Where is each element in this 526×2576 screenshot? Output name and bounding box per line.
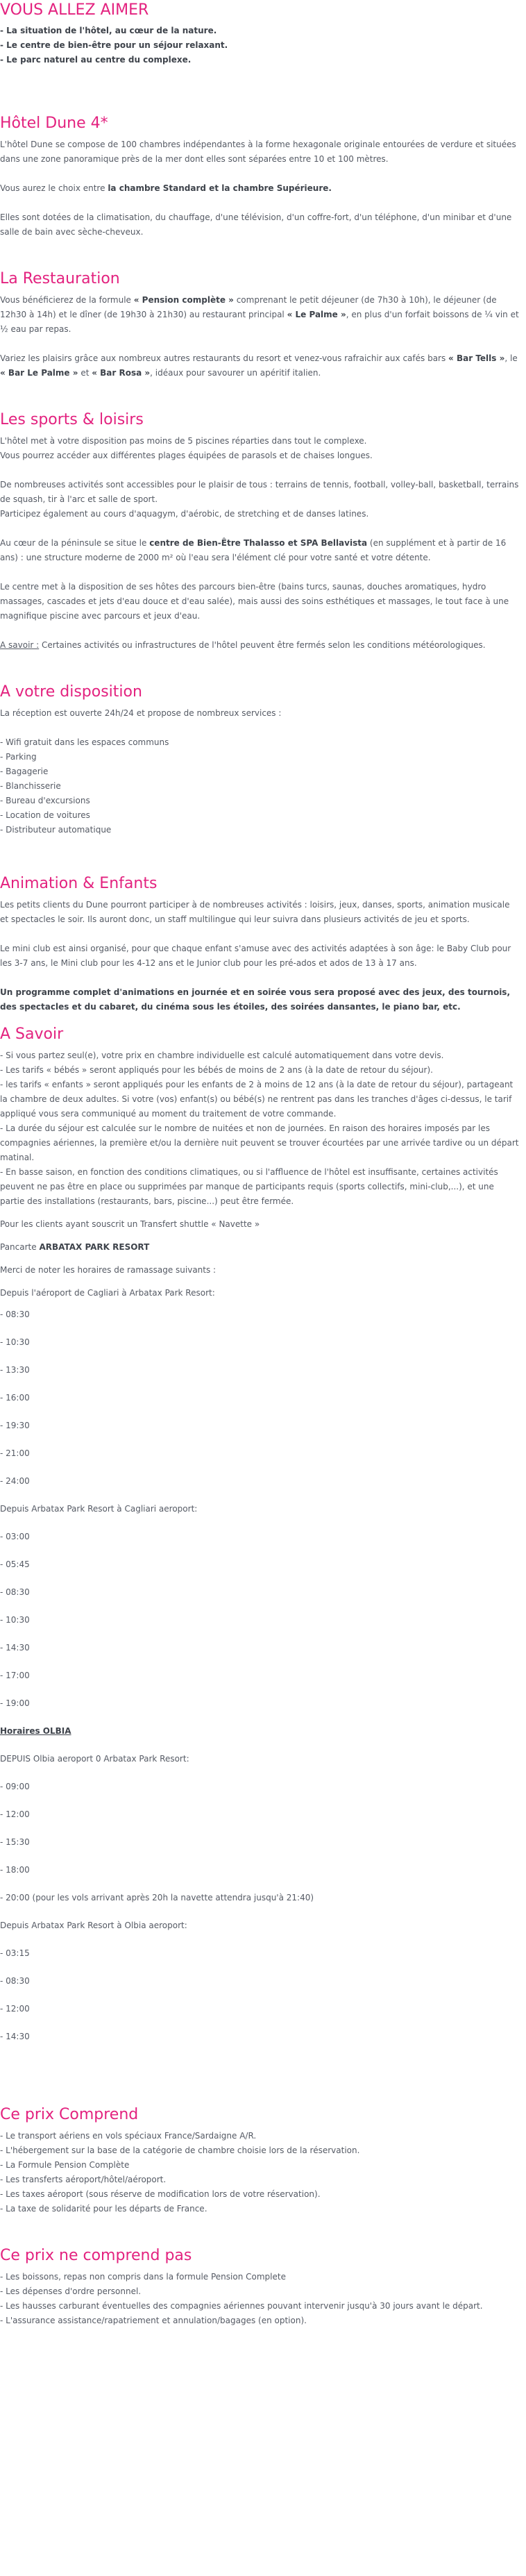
section-restauration <box>0 269 526 380</box>
paragraph: A savoir : Certaines activités ou infrastructures de l'hôtel peuvent être fermés selon les conditions météorologiques. <box>0 640 486 650</box>
paragraph: Elles sont dotées de la climatisation, du chauffage, d'une télévision, d'un coffre-fort, d'un téléphone, d'un minibar et d'une salle de bain avec sèche-cheveux. <box>0 212 512 237</box>
list-item: - Bureau d'excursions <box>0 796 90 805</box>
list-item: - 09:00 <box>0 1782 30 1791</box>
schedule-label: DEPUIS Olbia aeroport 0 Arbatax Park Resort: <box>0 1754 189 1764</box>
paragraph: L'hôtel Dune se compose de 100 chambres indépendantes à la forme hexagonale originale entourées de verdure et situées dans une zone panoramique près de la mer dont elles sont séparées entre 10 et 100 mètres. <box>0 140 516 164</box>
list-item: - 12:00 <box>0 2004 30 2014</box>
list-item: - 18:00 <box>0 1865 30 1875</box>
paragraph: Le mini club est ainsi organisé, pour que chaque enfant s'amuse avec des activités adaptées à son âge: le Baby Club pour les 3-7 ans, le Mini club pour les 4-12 ans et le Junior club pour les pré-ados et ados de 13 à 17 ans. <box>0 944 511 968</box>
schedule-list <box>0 1300 520 1495</box>
list-item: - 15:30 <box>0 1837 30 1847</box>
section-title: Ce prix ne comprend pas <box>0 2247 192 2264</box>
section-animation-enfants <box>0 873 526 1014</box>
list-item: - 03:00 <box>0 1532 30 1541</box>
section-title: Animation & Enfants <box>0 875 158 892</box>
list-item: - La situation de l'hôtel, au cœur de la nature. <box>0 26 217 35</box>
section-title: La Restauration <box>0 270 120 287</box>
list-item: - 19:00 <box>0 1698 30 1708</box>
paragraph: Variez les plaisirs grâce aux nombreux autres restaurants du resort et venez-vous rafraichir aux cafés bars « Bar Tells », le « Bar Le Palme » et « Bar Rosa », idéaux pour savourer un apéritif italien. <box>0 353 518 378</box>
list-item: - 21:00 <box>0 1448 30 1458</box>
list-item: - 08:30 <box>0 1587 30 1597</box>
paragraph: Pour les clients ayant souscrit un Transfert shuttle « Navette » <box>0 1219 260 1229</box>
section-a-savoir <box>0 1024 526 2050</box>
paragraph: L'hôtel met à votre disposition pas moins de 5 piscines réparties dans tout le complexe. <box>0 436 367 446</box>
section-title: Ce prix Comprend <box>0 2106 139 2123</box>
list-item: - Le transport aériens en vols spéciaux France/Sardaigne A/R. <box>0 2131 257 2141</box>
paragraph: - En basse saison, en fonction des conditions climatiques, ou si l'affluence de l'hôtel est insuffisante, certaines activités peuvent ne pas être en place ou supprimées par manque de participants requis (sports collectifs, mini-club,...), et une partie des installations (restaurants, bars, piscine...) peut être fermée. <box>0 1167 498 1206</box>
list-item: - Les boissons, repas non compris dans la formule Pension Complete <box>0 2272 286 2282</box>
list-item: - 05:45 <box>0 1559 30 1569</box>
list-item: - Le parc naturel au centre du complexe. <box>0 55 192 65</box>
list-item: - La taxe de solidarité pour les départs de France. <box>0 2204 207 2214</box>
section-disposition <box>0 682 526 837</box>
paragraph: La réception est ouverte 24h/24 et propose de nombreux services : <box>0 708 282 718</box>
section-title: A Savoir <box>0 1026 64 1043</box>
schedule-list <box>0 1773 520 1912</box>
list-item: - Wifi gratuit dans les espaces communs <box>0 737 169 747</box>
list-item: - 14:30 <box>0 2032 30 2041</box>
list-item: - La Formule Pension Complète <box>0 2160 130 2170</box>
list-item: - Les hausses carburant éventuelles des compagnies aériennes pouvant intervenir jusqu'à 30 jours avant le départ. <box>0 2301 483 2311</box>
list-item: - 14:30 <box>0 1643 30 1653</box>
list-item: - 24:00 <box>0 1476 30 1486</box>
schedule-label: Depuis Arbatax Park Resort à Cagliari aeroport: <box>0 1504 198 1514</box>
schedule-heading: Horaires OLBIA <box>0 1726 71 1736</box>
section-title: Les sports & loisirs <box>0 411 144 428</box>
list-item: - 10:30 <box>0 1615 30 1625</box>
schedule-label: Depuis l'aéroport de Cagliari à Arbatax Park Resort: <box>0 1288 215 1298</box>
list-item: - 03:15 <box>0 1948 30 1958</box>
paragraph: Participez également au cours d'aquagym, d'aérobic, de stretching et de danses latines. <box>0 509 369 519</box>
list-item: - Parking <box>0 752 37 762</box>
list-item: - L'assurance assistance/rapatriement et annulation/bagages (en option). <box>0 2316 307 2325</box>
section-title: A votre disposition <box>0 683 142 701</box>
list-item: - Le centre de bien-être pour un séjour relaxant. <box>0 40 228 50</box>
list-item: - Les transferts aéroport/hôtel/aéroport. <box>0 2175 167 2184</box>
paragraph: Pancarte ARBATAX PARK RESORT <box>0 1242 150 1252</box>
list-item: - 16:00 <box>0 1393 30 1403</box>
list-item: - 17:00 <box>0 1671 30 1680</box>
paragraph: - Les tarifs « bébés » seront appliqués pour les bébés de moins de 2 ans (à la date de retour du séjour). <box>0 1065 433 1075</box>
section-vous-allez-aimer <box>0 0 526 67</box>
paragraph: Au cœur de la péninsule se situe le centre de Bien-Être Thalasso et SPA Bellavista (en supplément et à partir de 16 ans) : une structure moderne de 2000 m² où l'eau sera l'élément clé pour votre santé et votre détente. <box>0 538 507 562</box>
paragraph: - Si vous partez seul(e), votre prix en chambre individuelle est calculé automatiquement dans votre devis. <box>0 1051 444 1060</box>
paragraph: Vous bénéficierez de la formule « Pension complète » comprenant le petit déjeuner (de 7h30 à 10h), le déjeuner (de 12h30 à 14h) et le dîner (de 19h30 à 21h30) au restaurant principal « Le Palme », en plus d'un forfait boissons de ¼ vin et ½ eau par repas. <box>0 295 519 334</box>
paragraph: - les tarifs « enfants » seront appliqués pour les enfants de 2 à moins de 12 ans (à la date de retour du séjour), partageant la chambre de deux adultes. Si votre (vos) enfant(s) ou bébé(s) ne rentrent pas dans les tranches d'âges ci-dessus, le tarif appliqué vous sera communiqué au moment du traitement de votre commande. <box>0 1080 514 1119</box>
list-item: - 13:30 <box>0 1365 30 1375</box>
list-item: - Les dépenses d'ordre personnel. <box>0 2286 142 2296</box>
list-item: - 08:30 <box>0 1976 30 1986</box>
paragraph: Le centre met à la disposition de ses hôtes des parcours bien-être (bains turcs, saunas, douches aromatiques, hydro massages, cascades et jets d'eau douce et d'eau salée), mais aussi des soins esthétiques et massages, le tout face à une magnifique piscine avec parcours et jeux d'eau. <box>0 582 509 621</box>
paragraph: Les petits clients du Dune pourront participer à de nombreuses activités : loisirs, jeux, danses, sports, animation musicale et spectacles le soir. Ils auront donc, un staff multilingue qui leur suivra dans plusieurs activités de jeu et sports. <box>0 900 510 924</box>
list-item: - 19:30 <box>0 1421 30 1430</box>
list-item: - Location de voitures <box>0 810 90 820</box>
list-item: - Blanchisserie <box>0 781 61 791</box>
list-item: - L'hébergement sur la base de la catégorie de chambre choisie lors de la réservation. <box>0 2146 360 2155</box>
section-title: Hôtel Dune 4* <box>0 115 108 132</box>
section-title: VOUS ALLEZ AIMER <box>0 1 149 19</box>
list-item: - Bagagerie <box>0 767 49 776</box>
list-item: - Les taxes aéroport (sous réserve de modification lors de votre réservation). <box>0 2189 321 2199</box>
section-hotel <box>0 113 526 240</box>
paragraph: De nombreuses activités sont accessibles pour le plaisir de tous : terrains de tennis, football, volley-ball, basketball, terrains de squash, tir à l'arc et salle de sport. <box>0 480 519 504</box>
schedule-list <box>0 1939 520 2050</box>
list-item: - 10:30 <box>0 1337 30 1347</box>
list-item: - 08:30 <box>0 1310 30 1319</box>
paragraph: Merci de noter les horaires de ramassage suivants : <box>0 1265 217 1275</box>
list-item: - Distributeur automatique <box>0 825 112 835</box>
section-sports-loisirs <box>0 410 526 653</box>
schedule-label: Depuis Arbatax Park Resort à Olbia aeroport: <box>0 1921 187 1930</box>
paragraph: - La durée du séjour est calculée sur le nombre de nuitées et non de journées. En raison des horaires imposés par les compagnies aériennes, la première et/ou la dernière nuit peuvent se trouver écourtées par une arrivée tardive ou un départ matinal. <box>0 1123 519 1162</box>
paragraph: Vous pourrez accéder aux différentes plages équipées de parasols et de chaises longues. <box>0 451 373 460</box>
section-prix-comprend <box>0 2105 526 2216</box>
section-prix-ne-comprend-pas <box>0 2245 526 2328</box>
paragraph: Un programme complet d'animations en journée et en soirée vous sera proposé avec des jeux, des tournois, des spectacles et du cabaret, du cinéma sous les étoiles, des soirées dansantes, le piano bar, etc. <box>0 987 511 1012</box>
list-item: - 20:00 (pour les vols arrivant après 20h la navette attendra jusqu'à 21:40) <box>0 1893 314 1902</box>
paragraph: Vous aurez le choix entre la chambre Standard et la chambre Supérieure. <box>0 183 332 193</box>
list-item: - 12:00 <box>0 1809 30 1819</box>
schedule-list <box>0 1523 520 1717</box>
